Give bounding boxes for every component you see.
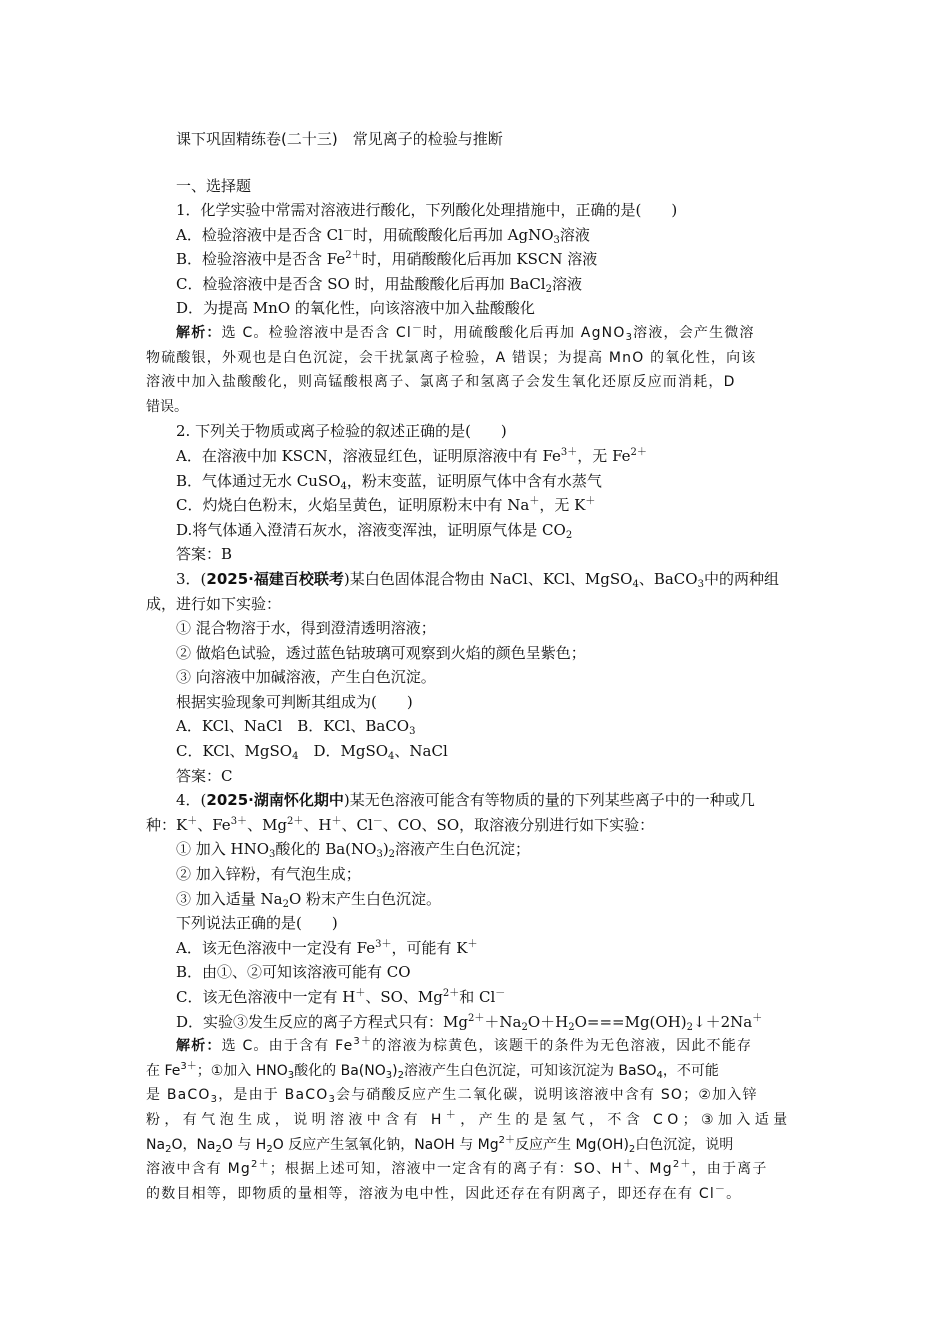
section-heading: 一、选择题	[176, 177, 252, 195]
q2-option-d: D.将气体通入澄清石灰水，溶液变浑浊，证明原气体是 $CO_2$	[176, 520, 573, 541]
q4-explanation: 解析：选 C。由于含有 $Fe^{3+}$的溶液为棕黄色，该题干的条件为无色溶液，因此不能存 在 $Fe^{3+}$；①加入 $HNO_3$酸化的 $Ba(NO_3)_2$溶液产生白色沉淀，可知该沉淀为 BaSO$_4$，不可能 是 BaCO$_3$，是由于 BaCO$_3$会与硝酸反应产生二氧化碳，说明该溶液中含有 SO；②加入锌 粉，有气泡生成，说明溶液中含有 H＋，产生的是氢气，不含 CO；③加入适量 $Na_2O$，$Na_2O$ 与 $H_2O$ 反应产生氢氧化钠，NaOH 与 $Mg^{2+}$反应产生 $Mg(OH)_2$白色沉淀，说明 溶液中含有 $Mg^{2+}$；根据上述可知，溶液中一定含有的离子有：SO、H＋、$Mg^{2+}$，由于离子 的数目相等，即物质的量相等，溶液为电中性，因此还存在有阴离子，即还存在有 Cl－。	[146, 1036, 792, 1202]
q3-step-2: ② 做焰色试验，透过蓝色钴玻璃可观察到火焰的颜色呈紫色；	[176, 643, 586, 662]
q3-stem: 3．(2025·福建百校联考)某白色固体混合物由 NaCl、KCl、MgSO$_4$、BaCO$_3$中的两种组	[176, 569, 779, 590]
q3-options-ab: A．KCl、NaCl B．KCl、BaCO$_3$	[176, 717, 416, 738]
q4-step-3: ③ 加入适量 $Na_2O$ 粉末产生白色沉淀。	[176, 889, 442, 910]
q1-option-b: B．检验溶液中是否含 $Fe^{2+}$时，用硝酸酸化后再加 KSCN 溶液	[176, 250, 598, 269]
q4-stem: 4．(2025·湖南怀化期中)某无色溶液可能含有等物质的量的下列某些离子中的一种或几	[176, 791, 755, 810]
q1-option-d: D．为提高 MnO 的氧化性，向该溶液中加入盐酸酸化	[176, 299, 535, 318]
page-title: 课下巩固精练卷(二十三) 常见离子的检验与推断	[176, 130, 503, 148]
q1-option-c: C．检验溶液中是否含 SO 时，用盐酸酸化后再加 BaCl$_2$溶液	[176, 274, 582, 295]
question-3	[146, 567, 808, 788]
q2-option-c: C．灼烧白色粉末，火焰呈黄色，证明原粉末中有 Na＋，无 K＋	[176, 496, 596, 515]
q4-option-d: D．实验③发生反应的离子方程式只有：$Mg^{2+}+Na_2O+H_2O===Mg(OH)_2↓+2Na^+$	[176, 1012, 763, 1033]
q4-option-b: B．由①、②可知该溶液可能有 CO	[176, 963, 411, 982]
q2-answer: 答案：B	[176, 545, 233, 564]
q4-option-c: C．该无色溶液中一定有 H＋、SO、$Mg^{2+}$和 Cl－	[176, 988, 506, 1006]
q1-explanation: 解析：选 C。检验溶液中是否含 Cl－时，用硫酸酸化后再加 AgNO$_3$溶液，会产生微溶 物硫酸银，外观也是白色沉淀，会干扰氯离子检验，A 错误；为提高 MnO 的氧化性，向该 溶液中加入盐酸酸化，则高锰酸根离子、氯离子和氢离子会发生氧化还原反应而消耗，D 错误。	[146, 322, 757, 415]
q4-option-a: A．该无色溶液中一定没有 $Fe^{3+}$，可能有 K＋	[176, 938, 478, 957]
q1-option-a: A．检验溶液中是否含 Cl－时，用硫酸酸化后再加 AgNO$_3$溶液	[176, 225, 590, 246]
q3-options-cd: C．KCl、MgSO$_4$ D．MgSO$_4$、NaCl	[176, 742, 448, 763]
q3-stem-cont: 成，进行如下实验：	[146, 594, 282, 613]
q4-step-2: ② 加入锌粉，有气泡生成；	[176, 865, 361, 884]
question-4	[146, 788, 808, 1206]
q4-step-1: ① 加入 $HNO_3$酸化的 $Ba(NO_3)_2$溶液产生白色沉淀；	[176, 840, 531, 861]
question-2	[146, 419, 808, 567]
q4-ask: 下列说法正确的是( )	[176, 914, 338, 933]
q4-ions: 种：K＋、$Fe^{3+}$、$Mg^{2+}$、H＋、Cl－、CO、SO，取溶液分别进行如下实验：	[146, 815, 655, 834]
q2-option-a: A．在溶液中加 KSCN，溶液显红色，证明原溶液中有 $Fe^{3+}$，无 $Fe^{2+}$	[176, 446, 647, 465]
document-content	[146, 128, 808, 1206]
q1-stem: 1．化学实验中常需对溶液进行酸化，下列酸化处理措施中，正确的是( )	[176, 201, 678, 219]
q3-step-1: ① 混合物溶于水，得到澄清透明溶液；	[176, 619, 436, 638]
q3-step-3: ③ 向溶液中加碱溶液，产生白色沉淀。	[176, 668, 436, 687]
q2-option-b: B．气体通过无水 CuSO$_4$，粉末变蓝，证明原气体中含有水蒸气	[176, 471, 602, 492]
question-1	[146, 198, 808, 419]
q3-answer: 答案：C	[176, 766, 233, 785]
q3-ask: 根据实验现象可判断其组成为( )	[176, 692, 413, 711]
q2-stem: 2. 下列关于物质或离子检验的叙述正确的是( )	[176, 422, 507, 441]
